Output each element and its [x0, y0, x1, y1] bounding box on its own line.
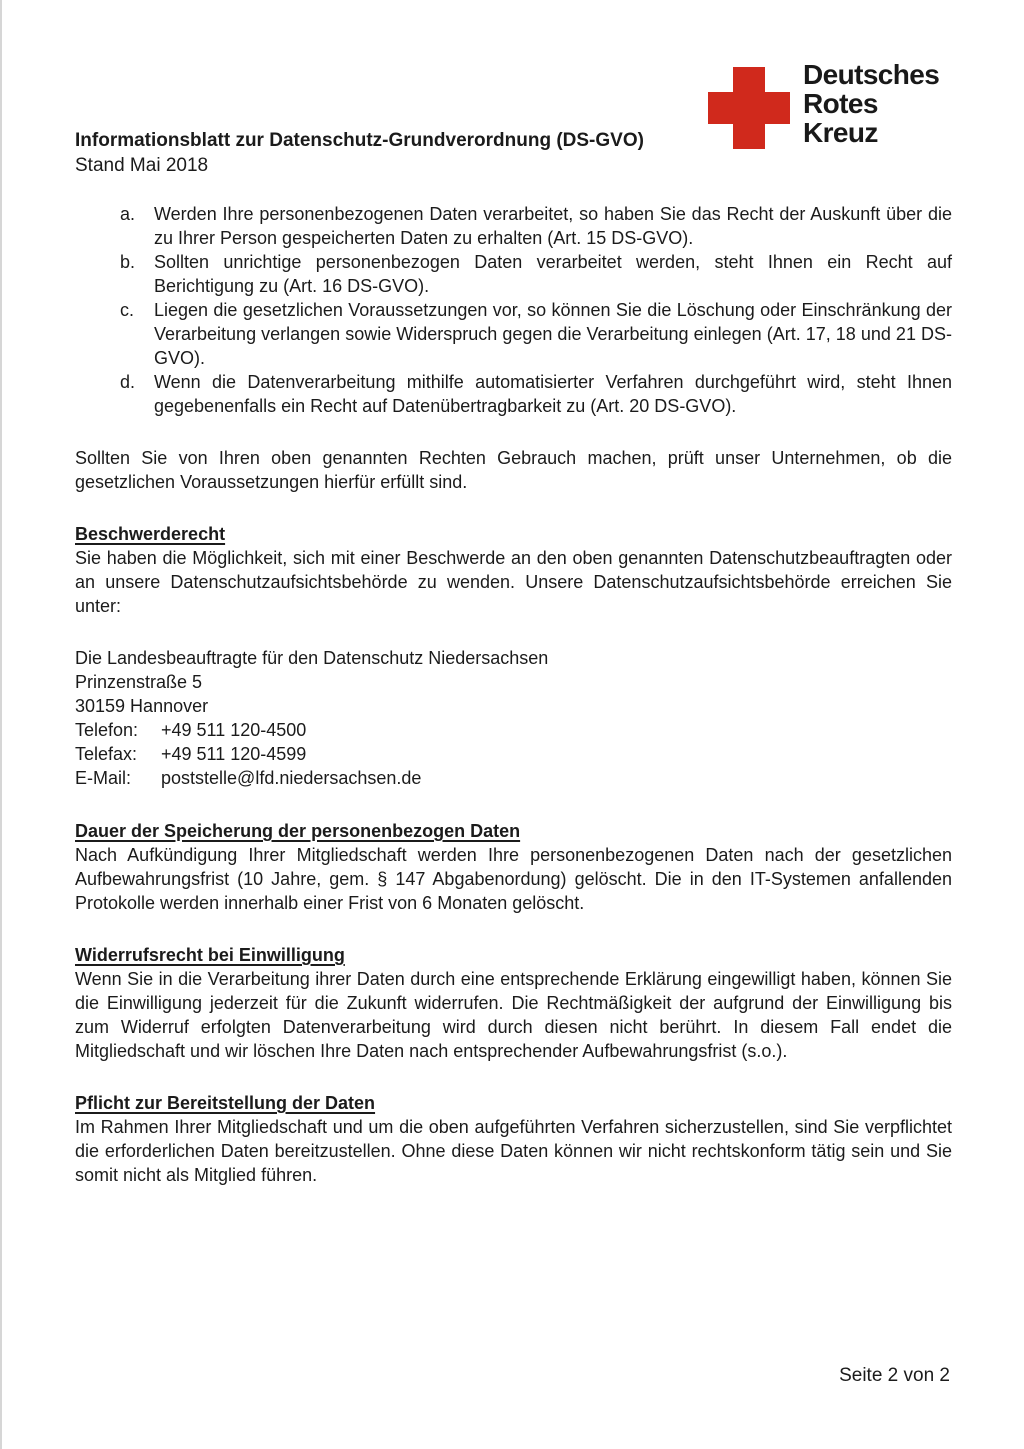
document-body — [75, 202, 952, 1215]
section-beschwerderecht — [75, 522, 952, 618]
section-heading: Beschwerderecht — [75, 524, 226, 544]
document-title-block — [75, 128, 715, 178]
section-widerrufsrecht — [75, 943, 952, 1063]
section-body: Im Rahmen Ihrer Mitgliedschaft und um die oben aufgeführten Verfahren sicherzustellen, sind Sie verpflichtet die erforderlichen Daten bereitzustellen. Ohne diese Daten können wir nicht rechtskonform tätig sein und Sie somit nicht als Mitglied führen. — [75, 1117, 952, 1185]
page-number: Seite 2 von 2 — [839, 1365, 950, 1386]
red-cross-icon — [708, 67, 790, 149]
list-marker: b. — [120, 252, 136, 272]
list-item-a — [120, 202, 952, 250]
rights-list — [75, 202, 952, 418]
contact-phone-row — [75, 718, 952, 742]
list-marker: d. — [120, 372, 136, 392]
section-bereitstellungspflicht — [75, 1091, 952, 1187]
contact-email-value: poststelle@lfd.niedersachsen.de — [161, 768, 422, 788]
contact-phone-value: +49 511 120-4500 — [161, 720, 307, 740]
contact-block — [75, 646, 952, 790]
drk-logo — [708, 60, 939, 149]
list-item-b — [120, 250, 952, 298]
contact-email-row — [75, 766, 952, 790]
page-subtitle: Stand Mai 2018 — [75, 155, 209, 176]
section-body: Wenn Sie in die Verarbeitung ihrer Daten durch eine entsprechende Erklärung eingewilligt haben, können Sie die Einwilligung jederzeit für die Zukunft widerrufen. Die Rechtmäßigkeit der aufgrund der Einwilligung bis zum Widerruf erfolgten Datenverarbeitung wird durch diesen nicht berührt. In diesem Fall endet die Mitgliedschaft und wir löschen Ihre Daten nach entsprechender Aufbewahrungsfrist (s.o.). — [75, 969, 952, 1061]
list-text: Wenn die Datenverarbeitung mithilfe automatisierter Verfahren durchgeführt wird, steht Ihnen gegebenenfalls ein Recht auf Datenübertragbarkeit zu (Art. 20 DS-GVO). — [154, 372, 952, 416]
section-heading: Widerrufsrecht bei Einwilligung — [75, 945, 345, 965]
list-marker: a. — [120, 204, 136, 224]
page-footer — [839, 1363, 950, 1388]
section-heading: Pflicht zur Bereitstellung der Daten — [75, 1093, 376, 1113]
contact-authority-name: Die Landesbeauftragte für den Datenschutz Niedersachsen — [75, 648, 549, 668]
list-text: Werden Ihre personenbezogenen Daten verarbeitet, so haben Sie das Recht der Auskunft über die zu Ihrer Person gespeicherten Daten zu erhalten (Art. 15 DS-GVO). — [154, 204, 952, 248]
list-item-c — [120, 298, 952, 370]
section-body: Nach Aufkündigung Ihrer Mitgliedschaft werden Ihre personenbezogenen Daten nach der gesetzlichen Aufbewahrungsfrist (10 Jahre, gem. § 147 Abgabenordung) gelöscht. Die in den IT-Systemen anfallenden Protokolle werden innerhalb einer Frist von 6 Monaten gelöscht. — [75, 845, 952, 913]
section-body: Sie haben die Möglichkeit, sich mit einer Beschwerde an den oben genannten Datenschutzbeauftragten oder an unsere Datenschutzaufsichtsbehörde zu wenden. Unsere Datenschutzaufsichtsbehörde erreichen Sie unter: — [75, 548, 952, 616]
logo-wordmark — [803, 60, 939, 147]
logo-word-3: Kreuz — [803, 117, 878, 148]
red-cross-horizontal-bar — [708, 92, 790, 124]
contact-street: Prinzenstraße 5 — [75, 672, 203, 692]
contact-phone-label: Telefon: — [75, 720, 139, 740]
contact-email-label: E-Mail: — [75, 768, 132, 788]
section-heading: Dauer der Speicherung der personenbezogen Daten — [75, 821, 521, 841]
intro-note-paragraph: Sollten Sie von Ihren oben genannten Rechten Gebrauch machen, prüft unser Unternehmen, ob die gesetzlichen Voraussetzungen hierfür erfüllt sind. — [75, 448, 952, 492]
contact-fax-label: Telefax: — [75, 744, 138, 764]
list-marker: c. — [120, 300, 135, 320]
list-text: Sollten unrichtige personenbezogen Daten verarbeitet werden, steht Ihnen ein Recht auf Berichtigung zu (Art. 16 DS-GVO). — [154, 252, 952, 296]
page-title: Informationsblatt zur Datenschutz-Grundverordnung (DS-GVO) — [75, 130, 644, 151]
list-item-d — [120, 370, 952, 418]
contact-fax-value: +49 511 120-4599 — [161, 744, 307, 764]
contact-fax-row — [75, 742, 952, 766]
contact-city: 30159 Hannover — [75, 696, 209, 716]
logo-word-1: Deutsches — [803, 59, 940, 90]
list-text: Liegen die gesetzlichen Voraussetzungen vor, so können Sie die Löschung oder Einschränkung der Verarbeitung verlangen sowie Widerspruch gegen die Verarbeitung einlegen (Art. 17, 18 und 21 DS-GVO). — [154, 300, 952, 368]
logo-word-2: Rotes — [803, 88, 878, 119]
section-speicherdauer — [75, 819, 952, 915]
